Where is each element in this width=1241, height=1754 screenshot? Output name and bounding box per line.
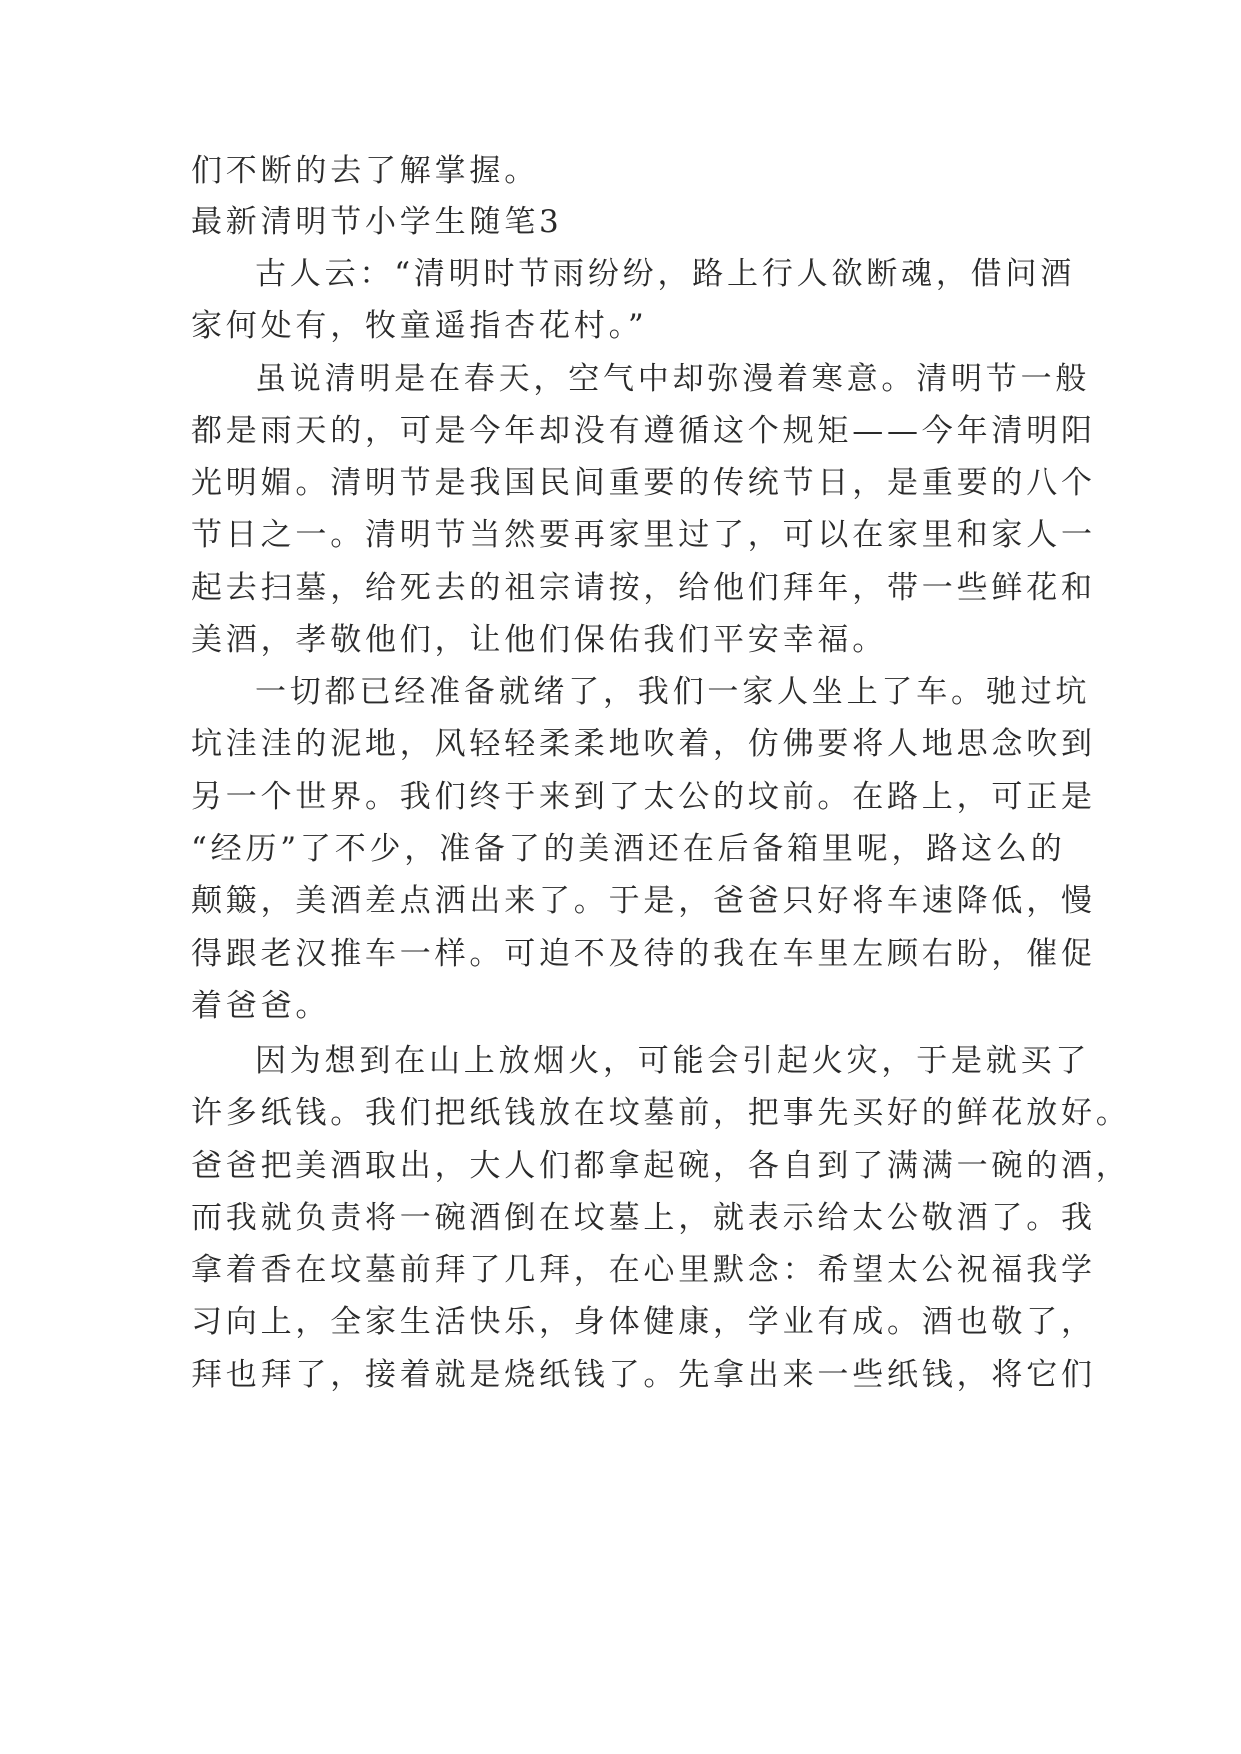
text-line: 因为想到在山上放烟火，可能会引起火灾，于是就买了 [255, 1043, 1091, 1079]
text-line: 拿着香在坟墓前拜了几拜，在心里默念：希望太公祝福我学 [191, 1252, 1096, 1288]
text-line: 节日之一。清明节当然要再家里过了，可以在家里和家人一 [191, 517, 1096, 553]
text-line: 都是雨天的，可是今年却没有遵循这个规矩——今年清明阳 [191, 413, 1096, 449]
text-line: 习向上，全家生活快乐，身体健康，学业有成。酒也敬了， [191, 1304, 1096, 1340]
text-line: 爸爸把美酒取出，大人们都拿起碗，各自到了满满一碗的酒， [191, 1148, 1131, 1184]
section-heading: 最新清明节小学生随笔3 [191, 204, 563, 240]
text-line: 一切都已经准备就绪了，我们一家人坐上了车。驰过坑 [255, 674, 1091, 710]
text-line: 坑洼洼的泥地，风轻轻柔柔地吹着，仿佛要将人地思念吹到 [191, 726, 1096, 762]
text-line: “经历”了不少，准备了的美酒还在后备箱里呢，路这么的 [191, 831, 1066, 867]
text-line: 另一个世界。我们终于来到了太公的坟前。在路上，可正是 [191, 779, 1096, 815]
text-line: 光明媚。清明节是我国民间重要的传统节日，是重要的八个 [191, 465, 1096, 501]
text-line: 家何处有，牧童遥指杏花村。” [191, 308, 648, 344]
text-line: 起去扫墓，给死去的祖宗请按，给他们拜年，带一些鲜花和 [191, 570, 1096, 606]
text-line: 而我就负责将一碗酒倒在坟墓上，就表示给太公敬酒了。我 [191, 1200, 1096, 1236]
text-line: 拜也拜了，接着就是烧纸钱了。先拿出来一些纸钱，将它们 [191, 1357, 1096, 1393]
text-line: 颠簸，美酒差点洒出来了。于是，爸爸只好将车速降低，慢 [191, 883, 1096, 919]
text-line: 许多纸钱。我们把纸钱放在坟墓前，把事先买好的鲜花放好。 [191, 1095, 1131, 1131]
text-line: 着爸爸。 [191, 988, 331, 1024]
text-line: 们不断的去了解掌握。 [191, 153, 539, 189]
text-line: 古人云：“清明时节雨纷纷，路上行人欲断魂，借问酒 [255, 256, 1076, 292]
text-line: 得跟老汉推车一样。可迫不及待的我在车里左顾右盼，催促 [191, 936, 1096, 972]
text-line: 美酒，孝敬他们，让他们保佑我们平安幸福。 [191, 622, 887, 658]
text-line: 虽说清明是在春天，空气中却弥漫着寒意。清明节一般 [255, 361, 1091, 397]
